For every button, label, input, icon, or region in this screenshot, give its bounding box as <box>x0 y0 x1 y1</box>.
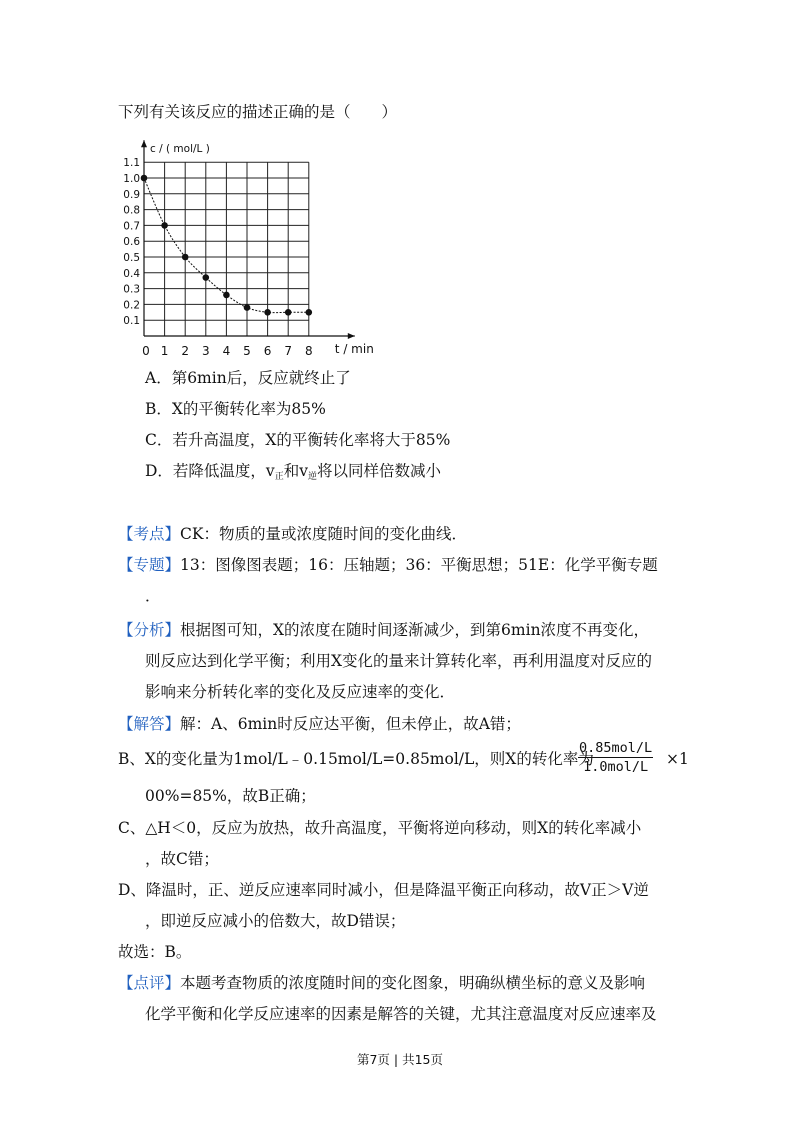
x-tick-label: 0 <box>142 344 150 358</box>
jieda-line-b: B、X的变化量为1mol/L﹣0.15mol/L=0.85mol/L，则X的转化率为 <box>118 750 594 768</box>
x-tick-label: 6 <box>263 344 272 358</box>
x-tick-label: 4 <box>222 344 231 358</box>
y-tick-label: 0.8 <box>123 204 140 217</box>
question-text: 下列有关该反应的描述正确的是（ ） <box>118 103 398 121</box>
jieda-answer: 故选：B。 <box>118 943 192 961</box>
y-tick-label: 0.2 <box>123 299 140 312</box>
x-axis-arrow <box>348 333 355 339</box>
y-tick-label: 0.5 <box>123 252 140 264</box>
jieda-line-a: 解：A、6min时反应达平衡，但未停止，故A错； <box>180 715 521 733</box>
option-b: B．X的平衡转化率为85% <box>145 400 326 418</box>
y-tick-label: 0.6 <box>123 236 140 249</box>
subscript-reverse: 逆 <box>307 472 317 482</box>
y-tick-label: 1.1 <box>123 157 140 170</box>
data-point <box>306 309 313 316</box>
y-axis-arrow <box>141 140 147 147</box>
jieda-section <box>118 714 521 734</box>
fenxi-label: 【分析】 <box>118 621 181 639</box>
data-point <box>203 274 210 281</box>
fenxi-line-1: 根据图可知，X的浓度在随时间逐渐减少，到第6min浓度不再变化， <box>180 621 650 639</box>
option-a: A．第6min后，反应就终止了 <box>145 369 351 387</box>
data-point <box>223 292 230 299</box>
conversion-fraction <box>578 740 653 775</box>
x-tick-label: 8 <box>304 344 313 358</box>
fraction-denominator: 1.0mol/L <box>583 759 649 775</box>
chart-y-label: c / ( mol/L ) <box>150 143 210 156</box>
option-d-prefix: D．若降低温度，v <box>145 462 275 480</box>
dianping-line-1: 本题考查物质的浓度随时间的变化图象，明确纵横坐标的意义及影响 <box>180 974 646 992</box>
option-d-suffix: 将以同样倍数减小 <box>316 462 441 480</box>
fenxi-section <box>118 620 649 640</box>
dianping-section <box>118 973 645 993</box>
y-tick-label: 0.9 <box>123 188 140 201</box>
page-footer: 第7页 | 共15页 <box>356 1052 444 1067</box>
y-tick-label: 0.1 <box>123 315 140 328</box>
jieda-line-c1: C、△H＜0，反应为放热，故升高温度，平衡将逆向移动，则X的转化率减小 <box>118 819 642 837</box>
y-tick-label: 0.3 <box>123 283 140 296</box>
x-tick-label: 3 <box>201 344 210 358</box>
option-d-middle: 和v <box>283 462 308 480</box>
data-point <box>285 309 292 316</box>
x-tick-label: 1 <box>160 344 169 358</box>
kaodian-section <box>118 524 467 544</box>
kaodian-text: CK：物质的量或浓度随时间的变化曲线． <box>180 525 467 543</box>
chart-y-ticks <box>123 157 140 327</box>
x-tick-label: 7 <box>284 344 293 358</box>
jieda-line-d2: ，即逆反应减小的倍数大，故D错误； <box>145 912 406 930</box>
jieda-line-d1: D、降温时，正、逆反应速率同时减小，但是降温平衡正向移动，故V正＞V逆 <box>118 881 649 899</box>
chart-x-label: t / min <box>334 342 374 356</box>
option-d <box>145 461 441 487</box>
jieda-label: 【解答】 <box>118 715 181 733</box>
chart-grid <box>144 162 309 336</box>
fenxi-line-2: 则反应达到化学平衡；利用X变化的量来计算转化率，再利用温度对反应的 <box>145 652 653 670</box>
data-point <box>161 222 168 229</box>
jieda-line-b2: 00%=85%，故B正确； <box>145 787 316 805</box>
data-point <box>244 304 251 311</box>
y-tick-label: 1.0 <box>123 173 140 185</box>
fraction-numerator: 0.85mol/L <box>579 740 653 756</box>
x-tick-label: 2 <box>181 344 190 358</box>
concentration-time-chart <box>112 128 382 363</box>
option-c: C．若升高温度，X的平衡转化率将大于85% <box>145 431 451 449</box>
subscript-forward: 正 <box>274 472 284 482</box>
data-point <box>264 309 271 316</box>
y-tick-label: 0.4 <box>123 267 140 280</box>
zhuanti-section <box>118 555 658 575</box>
x-tick-label: 5 <box>243 344 251 358</box>
data-point <box>141 175 148 182</box>
chart-x-ticks <box>142 344 312 358</box>
zhuanti-label: 【专题】 <box>118 556 181 574</box>
zhuanti-continuation: ． <box>145 587 161 605</box>
fenxi-line-3: 影响来分析转化率的变化及反应速率的变化． <box>145 683 456 701</box>
y-tick-label: 0.7 <box>123 220 140 233</box>
jieda-line-c2: ，故C错； <box>145 850 219 868</box>
jieda-line-b-tail: ×1 <box>666 750 689 768</box>
dianping-label: 【点评】 <box>118 974 181 992</box>
zhuanti-text: 13：图像图表题；16：压轴题；36：平衡思想；51E：化学平衡专题 <box>180 556 658 574</box>
kaodian-label: 【考点】 <box>118 525 181 543</box>
dianping-line-2: 化学平衡和化学反应速率的因素是解答的关键，尤其注意温度对反应速率及 <box>145 1005 657 1023</box>
data-point <box>182 254 189 261</box>
